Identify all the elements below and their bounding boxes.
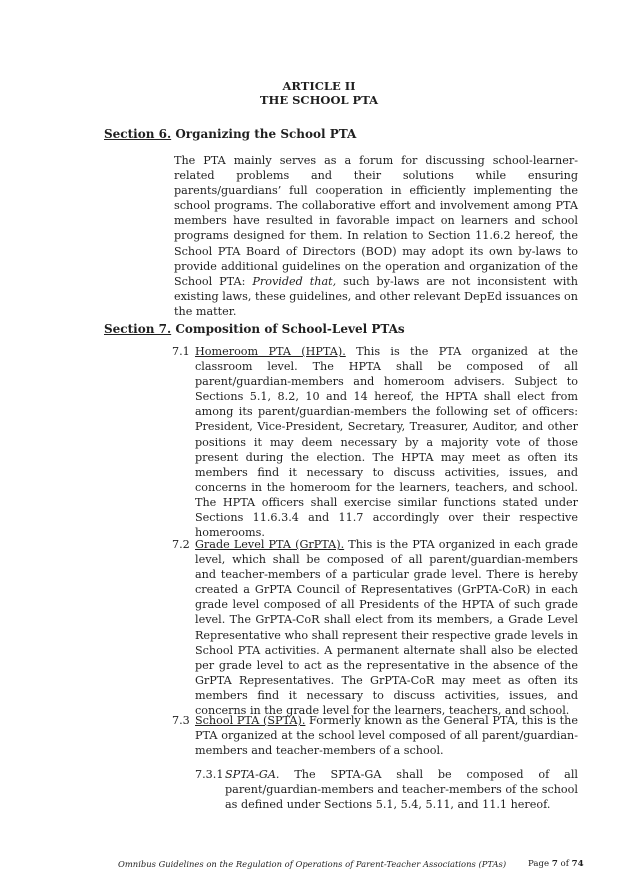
section-6-number: Section 6. bbox=[104, 127, 172, 141]
section-7-title: Composition of School-Level PTAs bbox=[175, 322, 405, 336]
item-7-2-body: Grade Level PTA (GrPTA). This is the PTA organized in each grade level, which shall be composed of all parent/guardian-members and teacher-members of a particular grade level. There is hereby created a GrPTA Council of Representatives (GrPTA-CoR) in each grade level composed of all Presidents of the HPTA of such grade level. The GrPTA-CoR shall elect from its members, a Grade Level Representative who shall represent their respective grade levels in School PTA activities. A permanent alternate shall also be elected per grade level to act as the representative in the absence of the GrPTA Representatives. The GrPTA-CoR may meet as often its members find it necessary to discuss activities, issues, and concerns in the grade level for the learners, teachers, and school. bbox=[195, 538, 578, 718]
item-7-1-body: Homeroom PTA (HPTA). This is the PTA organized at the classroom level. The HPTA shall be composed of all parent/guardian-members and homeroom advisers. Subject to Sections 5.1, 8.2, 10 and 14 hereof, the HPTA shall elect from among its parent/guardian-members the following set of officers: President, Vice-President, Secretary, Treasurer, Auditor, and other positions it may deem necessary by a majority vote of those present during the election. The HPTA may meet as often its members find it necessary to discuss activities, issues, and concerns in the homeroom for the learners, teachers, and school. The HPTA officers shall exercise similar functions stated under Sections 11.6.3.4 and 11.7 accordingly over their respective homerooms. bbox=[195, 345, 579, 540]
article-title: ARTICLE II bbox=[282, 79, 356, 93]
item-7-3-1-body: SPTA-GA. The SPTA-GA shall be composed of all parent/guardian-members and teacher-members of the school as defined under Sections 5.1, 5.4, 5.11, and 11.1 hereof. bbox=[225, 768, 578, 812]
item-7-2-number: 7.2 bbox=[172, 538, 190, 551]
item-7-3-1-term: SPTA-GA. bbox=[225, 768, 280, 781]
item-7-3-number: 7.3 bbox=[172, 714, 190, 727]
page-number: Page 7 of 74 bbox=[528, 859, 584, 869]
section-7-heading bbox=[104, 322, 405, 337]
item-7-2-term: Grade Level PTA (GrPTA). bbox=[195, 538, 345, 551]
section-7-number: Section 7. bbox=[104, 322, 172, 336]
section-6-body: The PTA mainly serves as a forum for discussing school-learner-related problems and their solutions while ensuring parents/guardians’ full cooperation in efficiently implementing the school programs. The collaborative effort and involvement among PTA members have resulted in favorable impact on learners and school programs designed for them. In relation to Section 11.6.2 hereof, the School PTA Board of Directors (BOD) may adopt its own by-laws to provide additional guidelines on the operation and organization of the School PTA: Provided that, such by-laws are not inconsistent with existing laws, these guidelines, and other relevant DepEd issuances on the matter. bbox=[174, 154, 578, 318]
section-6-heading bbox=[104, 127, 356, 142]
article-subtitle: THE SCHOOL PTA bbox=[259, 93, 379, 107]
item-7-3-body: School PTA (SPTA). Formerly known as the General PTA, this is the PTA organized at the school level composed of all parent/guardian-members and teacher-members of a school. bbox=[195, 714, 578, 758]
item-7-3-term: School PTA (SPTA). bbox=[195, 714, 306, 727]
item-7-1-number: 7.1 bbox=[172, 345, 190, 358]
item-7-1-term: Homeroom PTA (HPTA). bbox=[195, 345, 346, 358]
section-6-title: Organizing the School PTA bbox=[175, 127, 357, 141]
footer-text: Omnibus Guidelines on the Regulation of Operations of Parent-Teacher Associations (PTAs) bbox=[118, 859, 507, 869]
item-7-3-1-number: 7.3.1 bbox=[195, 768, 224, 781]
